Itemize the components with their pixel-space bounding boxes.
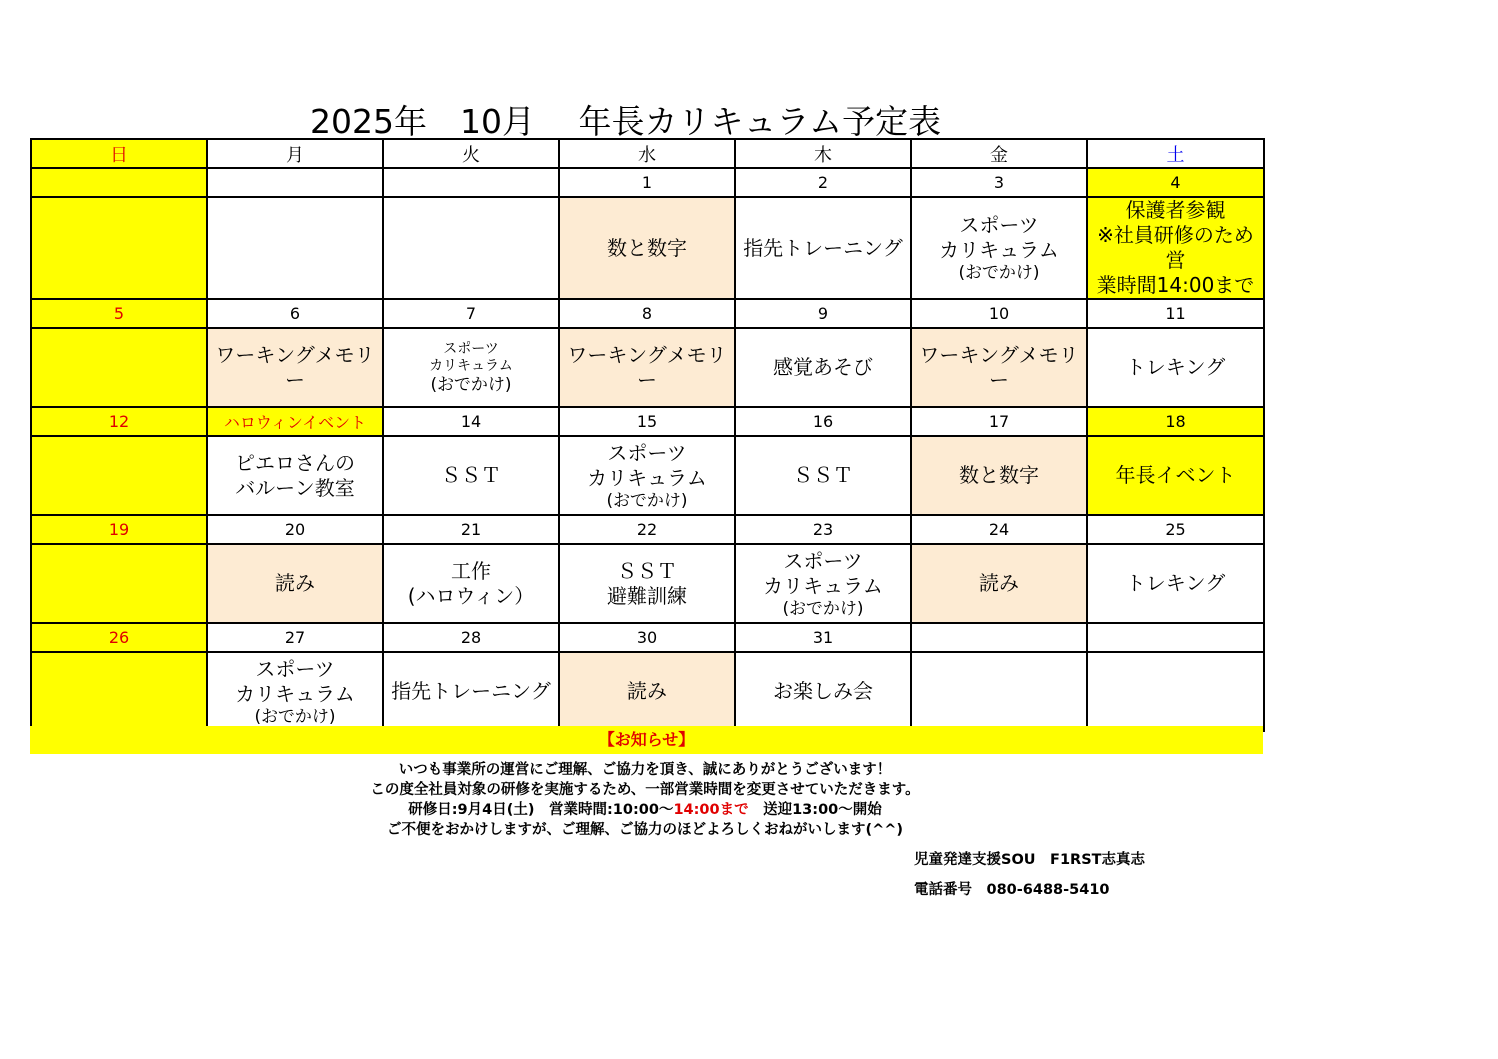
- activity-text: ※社員研修のため営: [1097, 223, 1254, 272]
- date-cell: 15: [559, 407, 735, 436]
- activity-text: 数と数字: [959, 463, 1039, 487]
- activity-text: 避難訓練: [607, 583, 687, 608]
- activity-cell: [559, 197, 735, 299]
- activity-row: [31, 652, 1264, 731]
- date-cell: 3: [911, 168, 1087, 197]
- activity-text: お楽しみ会: [773, 679, 873, 703]
- calendar-table: [30, 138, 1265, 732]
- phone-number: 電話番号 080-6488-5410: [914, 882, 1110, 898]
- date-cell: [1087, 623, 1264, 652]
- date-cell: 22: [559, 515, 735, 544]
- date-cell: 27: [207, 623, 383, 652]
- activity-cell: [383, 197, 559, 299]
- activity-text: 読み: [627, 679, 667, 703]
- activity-cell: [207, 652, 383, 731]
- date-cell: 18: [1087, 407, 1264, 436]
- activity-text: スポーツ: [255, 656, 335, 681]
- date-row: [31, 407, 1264, 436]
- activity-text: ワーキングメモリー: [567, 342, 727, 392]
- activity-cell: [911, 544, 1087, 623]
- activity-text: スポーツ: [443, 340, 499, 357]
- activity-text: スポーツ: [607, 440, 687, 465]
- activity-subtext: (おでかけ): [430, 374, 512, 395]
- activity-cell: [735, 328, 911, 407]
- date-cell: 10: [911, 299, 1087, 328]
- activity-text: 保護者参観: [1125, 198, 1226, 222]
- activity-text: ＳＳＴ: [793, 463, 853, 487]
- date-cell: 11: [1087, 299, 1264, 328]
- date-cell: [911, 623, 1087, 652]
- date-cell: [31, 168, 207, 197]
- activity-text: トレキング: [1125, 571, 1226, 595]
- date-cell: [383, 168, 559, 197]
- activity-cell: [207, 328, 383, 407]
- date-cell: 26: [31, 623, 207, 652]
- date-cell: ハロウィンイベント: [207, 407, 383, 436]
- date-row: [31, 299, 1264, 328]
- activity-text: 数と数字: [607, 235, 687, 260]
- activity-text: ＳＳＴ: [441, 463, 501, 487]
- activity-cell: [911, 197, 1087, 299]
- date-cell: 9: [735, 299, 911, 328]
- activity-row: [31, 544, 1264, 623]
- activity-cell: [31, 652, 207, 731]
- weekday-sat: 土: [1087, 139, 1264, 168]
- activity-cell: [207, 436, 383, 515]
- activity-cell: [31, 197, 207, 299]
- notice-text: 送迎13:00〜開始: [748, 802, 882, 818]
- activity-cell: [383, 652, 559, 731]
- activity-cell: [1087, 197, 1264, 299]
- facility-name: 児童発達支援SOU F1RST志真志: [914, 852, 1146, 868]
- activity-cell: [911, 436, 1087, 515]
- notice-line: この度全社員対象の研修を実施するため、一部営業時間を変更させていただきます。: [370, 782, 920, 798]
- activity-text: ワーキングメモリー: [919, 342, 1079, 392]
- activity-text: カリキュラム: [763, 573, 883, 598]
- activity-text: 年長イベント: [1115, 463, 1236, 487]
- date-cell: 19: [31, 515, 207, 544]
- date-row: [31, 168, 1264, 197]
- activity-text: 業時間14:00まで: [1096, 273, 1255, 297]
- activity-cell: [559, 544, 735, 623]
- date-cell: 5: [31, 299, 207, 328]
- weekday-thu: 木: [735, 139, 911, 168]
- activity-text: スポーツ: [959, 213, 1039, 237]
- date-cell: 24: [911, 515, 1087, 544]
- activity-text: カリキュラム: [235, 681, 355, 706]
- activity-cell: [735, 544, 911, 623]
- activity-cell: [31, 328, 207, 407]
- date-cell: [207, 168, 383, 197]
- date-cell: 16: [735, 407, 911, 436]
- activity-cell: [383, 544, 559, 623]
- weekday-fri: 金: [911, 139, 1087, 168]
- activity-text: ＳＳＴ: [617, 558, 677, 583]
- date-cell: 20: [207, 515, 383, 544]
- weekday-header-row: [31, 139, 1264, 168]
- activity-subtext: (おでかけ): [254, 706, 336, 727]
- activity-cell: [31, 436, 207, 515]
- activity-cell: [735, 652, 911, 731]
- date-cell: 17: [911, 407, 1087, 436]
- activity-row: [31, 197, 1264, 299]
- date-row: [31, 623, 1264, 652]
- page-title: 2025年 10月 年長カリキュラム予定表: [310, 102, 942, 141]
- activity-text: 読み: [275, 571, 315, 595]
- date-cell: 7: [383, 299, 559, 328]
- activity-subtext: (おでかけ): [782, 598, 864, 619]
- date-cell: 1: [559, 168, 735, 197]
- notice-line: いつも事業所の運営にご理解、ご協力を頂き、誠にありがとうございます！: [398, 762, 892, 778]
- date-cell: 21: [383, 515, 559, 544]
- activity-cell: [559, 652, 735, 731]
- activity-cell: [559, 328, 735, 407]
- date-cell: 23: [735, 515, 911, 544]
- activity-row: [31, 328, 1264, 407]
- notice-text: 研修日:9月4日(土) 営業時間:10:00〜: [408, 802, 674, 818]
- activity-cell: [383, 328, 559, 407]
- activity-cell: [1087, 328, 1264, 407]
- date-cell: 28: [383, 623, 559, 652]
- activity-cell: [383, 436, 559, 515]
- activity-text: ピエロさんの: [235, 450, 355, 475]
- notice-line: ご不便をおかけしますが、ご理解、ご協力のほどよろしくおねがいします(^^): [386, 822, 904, 838]
- activity-cell: [1087, 436, 1264, 515]
- date-cell: 4: [1087, 168, 1264, 197]
- date-cell: 14: [383, 407, 559, 436]
- weekday-wed: 水: [559, 139, 735, 168]
- notice-highlight: 14:00まで: [673, 802, 749, 818]
- activity-cell: [1087, 652, 1264, 731]
- activity-cell: [735, 197, 911, 299]
- activity-text: 読み: [979, 571, 1019, 595]
- activity-text: カリキュラム: [587, 465, 707, 490]
- activity-cell: [207, 544, 383, 623]
- date-cell: 25: [1087, 515, 1264, 544]
- activity-text: バルーン教室: [235, 475, 355, 500]
- activity-cell: [31, 544, 207, 623]
- notice-body: [240, 760, 1050, 840]
- date-cell: 8: [559, 299, 735, 328]
- activity-text: (ハロウィン）: [407, 583, 535, 608]
- activity-text: トレキング: [1125, 355, 1226, 379]
- weekday-sun: 日: [31, 139, 207, 168]
- date-cell: 12: [31, 407, 207, 436]
- date-cell: 6: [207, 299, 383, 328]
- activity-text: ワーキングメモリー: [215, 342, 375, 392]
- activity-text: カリキュラム: [429, 357, 513, 374]
- weekday-mon: 月: [207, 139, 383, 168]
- activity-text: 指先トレーニング: [743, 235, 903, 260]
- activity-subtext: (おでかけ): [606, 490, 688, 511]
- activity-text: 工作: [451, 558, 491, 583]
- activity-row: [31, 436, 1264, 515]
- weekday-tue: 火: [383, 139, 559, 168]
- activity-text: 感覚あそび: [773, 355, 873, 379]
- date-cell: 2: [735, 168, 911, 197]
- activity-text: スポーツ: [783, 548, 863, 573]
- activity-cell: [559, 436, 735, 515]
- activity-subtext: (おでかけ): [958, 263, 1040, 283]
- activity-text: 指先トレーニング: [391, 679, 551, 703]
- notice-heading: 【お知らせ】: [30, 726, 1263, 754]
- activity-cell: [207, 197, 383, 299]
- date-cell: 30: [559, 623, 735, 652]
- activity-cell: [735, 436, 911, 515]
- date-row: [31, 515, 1264, 544]
- notice-line-hours: [240, 800, 1050, 820]
- date-cell: 31: [735, 623, 911, 652]
- activity-cell: [911, 328, 1087, 407]
- activity-cell: [1087, 544, 1264, 623]
- activity-cell: [911, 652, 1087, 731]
- activity-text: カリキュラム: [939, 238, 1059, 262]
